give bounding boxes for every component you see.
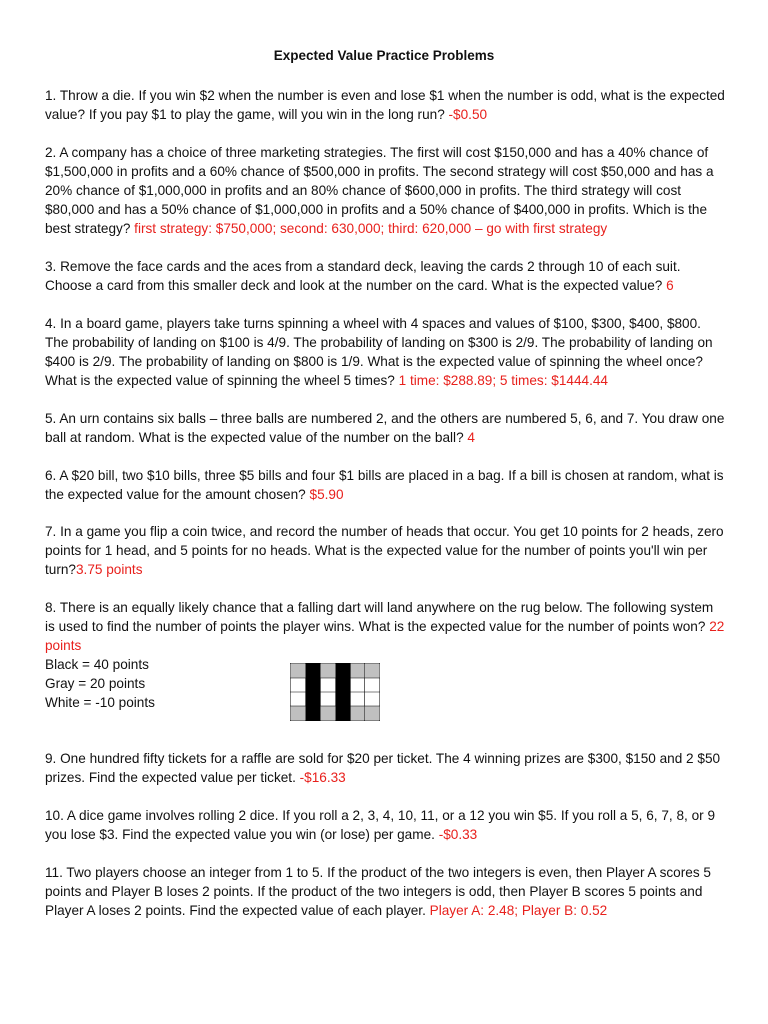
legend-black: Black = 40 points [45,657,149,672]
problem-11 [45,863,725,920]
problem-text: 7. In a game you flip a coin twice, and record the number of heads that occur. You get 10 points for 2 heads, zero points for 1 head, and 5 points for no heads. What is the expected value for the number of points you'll win per turn? [45,524,724,577]
problem-3 [45,257,725,295]
problem-answer: -$16.33 [299,770,346,785]
problem-text: 11. Two players choose an integer from 1 to 5. If the product of the two integers is even, then Player A scores 5 points and Player B loses 2 points. If the product of the two integers is odd, then Player B scores 5 points and Player A loses 2 points. Find the expected value of each player. [45,865,711,918]
problem-answer: 6 [666,278,674,293]
problem-text: 6. A $20 bill, two $10 bills, three $5 bills and four $1 bills are placed in a bag. If a bill is chosen at random, what is the expected value for the amount chosen? [45,468,724,502]
problem-6 [45,466,725,504]
problem-answer: 1 time: $288.89; 5 times: $1444.44 [398,373,608,388]
rug-diagram [290,663,380,721]
problem-answer: Player A: 2.48; Player B: 0.52 [429,903,608,918]
problem-9 [45,749,725,787]
legend-gray: Gray = 20 points [45,676,146,691]
problem-answer: 22 points [45,619,725,653]
problem-8 [45,598,725,655]
problem-answer: 4 [467,430,475,445]
problem-7 [45,522,725,579]
problem-5 [45,409,725,447]
problem-answer: $5.90 [309,487,344,502]
problem-2 [45,143,725,238]
problem-4 [45,314,725,390]
rug-gray-cell [321,706,335,720]
problem-answer: -$0.50 [448,107,488,122]
problem-text: 1. Throw a die. If you win $2 when the number is even and lose $1 when the number is odd, what is the expected value? If you pay $1 to play the game, will you win in the long run? [45,88,725,122]
rug-gray-cell [291,664,305,678]
problem-text: 5. An urn contains six balls – three balls are numbered 2, and the others are numbered 5, 6, and 7. You draw one ball at random. What is the expected value of the number on the ball? [45,411,725,445]
problem-text: 10. A dice game involves rolling 2 dice. If you roll a 2, 3, 4, 10, 11, or a 12 you win $5. If you roll a 5, 6, 7, 8, or 9 you lose $3. Find the expected value you win (or lose) per game. [45,808,716,842]
problem-text: 4. In a board game, players take turns spinning a wheel with 4 spaces and values of $100, $300, $400, $800. The probability of landing on $100 is 4/9. The probability of landing on $300 is 2/9. The probability of landing on $400 is 2/9. The probability of landing on $800 is 1/9. What is the expected value of spinning the wheel once? What is the expected value of spinning the wheel 5 times? [45,316,713,388]
legend-white: White = -10 points [45,695,155,710]
rug-gray-cell [350,706,364,720]
problem-1 [45,86,725,124]
rug-gray-cell [321,664,335,678]
problem-10 [45,806,725,844]
problem-text: 8. There is an equally likely chance that a falling dart will land anywhere on the rug below. The following system is used to find the number of points the player wins. What is the expected value for the number of points won? [45,600,714,634]
problem-answer: first strategy: $750,000; second: 630,000; third: 620,000 – go with first strategy [134,221,608,236]
rug-gray-cell [365,664,379,678]
page-title: Expected Value Practice Problems [273,48,495,63]
rug-gray-cell [365,706,379,720]
problem-text: 2. A company has a choice of three marketing strategies. The first will cost $150,000 and has a 40% chance of $1,500,000 in profits and a 60% chance of $500,000 in profits. The second strategy will cost $50,000 and has a 20% chance of $1,000,000 in profits and an 80% chance of $600,000 in profits. The third strategy will cost $80,000 and has a 50% chance of $1,000,000 in profits and a 50% chance of $400,000 in profits. Which is the best strategy? [45,145,714,236]
rug-gray-cell [291,706,305,720]
problem-text: 9. One hundred fifty tickets for a raffle are sold for $20 per ticket. The 4 winning prizes are $300, $150 and 2 $50 prizes. Find the expected value per ticket. [45,751,721,785]
problem-text: 3. Remove the face cards and the aces from a standard deck, leaving the cards 2 through 10 of each suit. Choose a card from this smaller deck and look at the number on the card. What is the expected value? [45,259,681,293]
problem-answer: -$0.33 [438,827,478,842]
problem-answer: 3.75 points [75,562,143,577]
rug-gray-cell [350,664,364,678]
